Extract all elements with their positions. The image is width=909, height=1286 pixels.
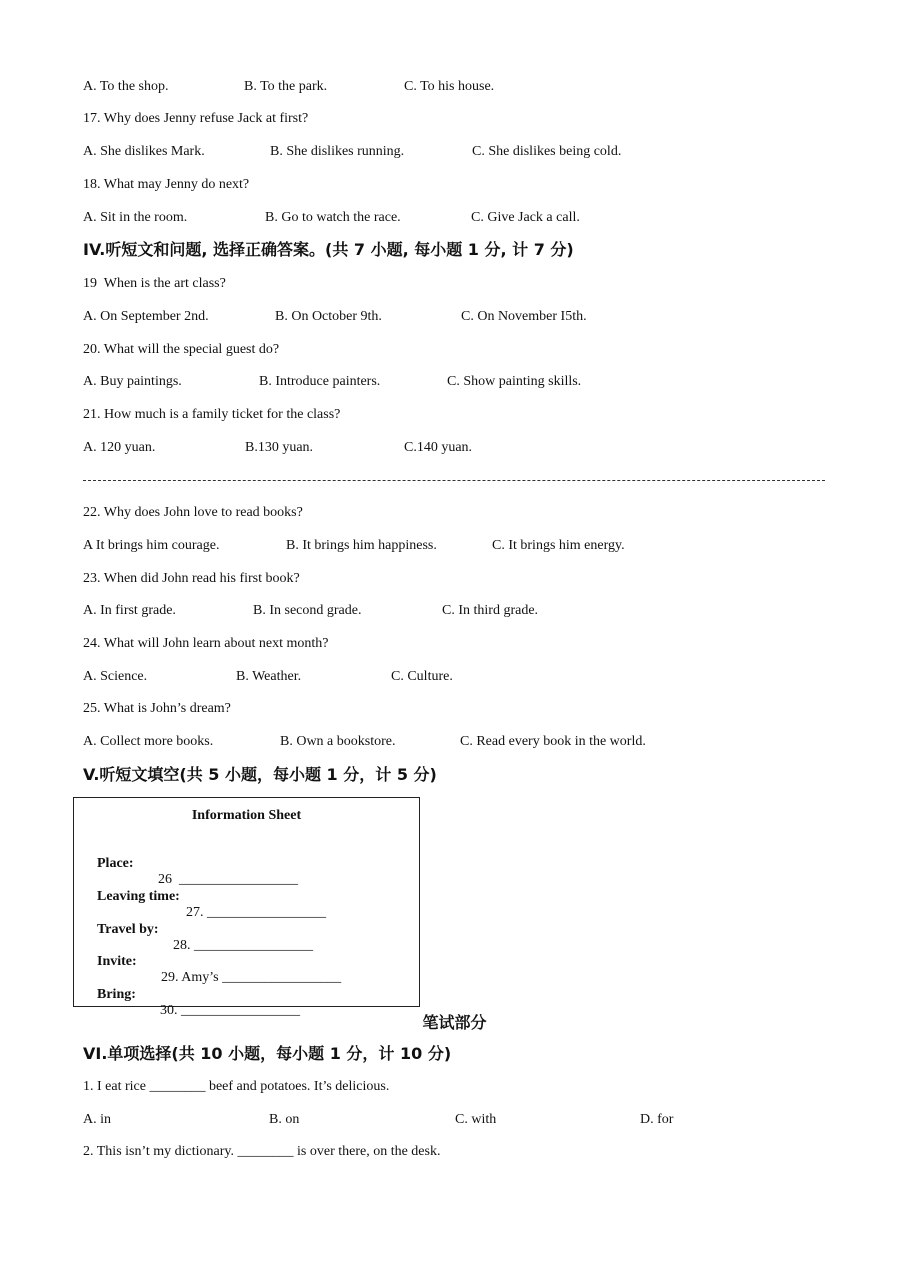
q17-option-b: B. She dislikes running.: [270, 144, 405, 159]
q23-question: 23. When did John read his first book?: [83, 571, 300, 586]
q19-option-c: C. On November I5th.: [461, 309, 587, 324]
q24-question: 24. What will John learn about next month?: [83, 636, 329, 651]
info-label-place: Place:: [97, 856, 134, 871]
q16-option-a: A. To the shop.: [83, 79, 169, 94]
q20-option-a: A. Buy paintings.: [83, 374, 182, 389]
written-part-title: 笔试部分: [422, 1013, 487, 1032]
q17-option-c: C. She dislikes being cold.: [472, 144, 622, 159]
info-label-bring: Bring:: [97, 987, 136, 1002]
q22-question: 22. Why does John love to read books?: [83, 505, 303, 520]
q24-option-b: B. Weather.: [236, 669, 302, 684]
w1-option-b: B. on: [269, 1112, 300, 1127]
section-5-heading: V.听短文填空(共 5 小题，每小题 1 分，计 5 分): [83, 765, 437, 784]
q16-option-c: C. To his house.: [404, 79, 495, 94]
q24-option-c: C. Culture.: [391, 669, 453, 684]
q20-option-b: B. Introduce painters.: [259, 374, 381, 389]
q21-option-c: C.140 yuan.: [404, 440, 473, 455]
q25-question: 25. What is John’s dream?: [83, 701, 231, 716]
q21-options: [83, 439, 473, 511]
info-label-invite: Invite:: [97, 954, 137, 969]
q25-option-b: B. Own a bookstore.: [280, 734, 396, 749]
q16-option-b: B. To the park.: [244, 79, 328, 94]
q25-option-a: A. Collect more books.: [83, 734, 214, 749]
q23-option-b: B. In second grade.: [253, 603, 362, 618]
info-answer-26: 26 _________________: [158, 872, 298, 887]
section-4-heading: IV.听短文和问题, 选择正确答案。(共 7 小题, 每小题 1 分, 计 7 分): [83, 240, 574, 259]
section-6-heading: VI.单项选择(共 10 小题，每小题 1 分，计 10 分): [83, 1044, 452, 1063]
q18-option-b: B. Go to watch the race.: [265, 210, 401, 225]
q25-option-c: C. Read every book in the world.: [460, 734, 646, 749]
w1-option-d: D. for: [640, 1112, 674, 1127]
info-answer-27: 27. _________________: [186, 905, 326, 920]
q19-option-b: B. On October 9th.: [275, 309, 382, 324]
w1-option-a: A. in: [83, 1112, 111, 1127]
q18-option-a: A. Sit in the room.: [83, 210, 188, 225]
w1-option-c: C. with: [455, 1112, 497, 1127]
q22-option-a: A It brings him courage.: [83, 538, 220, 553]
info-answer-28: 28. _________________: [173, 938, 313, 953]
q19-question: 19 When is the art class?: [83, 276, 226, 291]
w2-question: 2. This isn’t my dictionary. ________ is over there, on the desk.: [83, 1144, 441, 1159]
q24-option-a: A. Science.: [83, 669, 148, 684]
q22-option-c: C. It brings him energy.: [492, 538, 625, 553]
info-answer-30: 30. _________________: [160, 1003, 300, 1018]
q20-question: 20. What will the special guest do?: [83, 342, 280, 357]
q17-option-a: A. She dislikes Mark.: [83, 144, 205, 159]
q22-option-b: B. It brings him happiness.: [286, 538, 437, 553]
info-label-leaving-time: Leaving time:: [97, 889, 180, 904]
q21-option-a: A. 120 yuan.: [83, 440, 156, 455]
w1-question: 1. I eat rice ________ beef and potatoes. It’s delicious.: [83, 1079, 390, 1094]
q18-question: 18. What may Jenny do next?: [83, 177, 250, 192]
q21-question: 21. How much is a family ticket for the class?: [83, 407, 341, 422]
info-answer-29: 29. Amy’s _________________: [161, 970, 342, 985]
q17-question: 17. Why does Jenny refuse Jack at first?: [83, 111, 309, 126]
q23-option-a: A. In first grade.: [83, 603, 176, 618]
q19-option-a: A. On September 2nd.: [83, 309, 209, 324]
dashed-divider: [83, 480, 825, 481]
q21-option-b: B.130 yuan.: [245, 440, 314, 455]
q18-option-c: C. Give Jack a call.: [471, 210, 580, 225]
q23-option-c: C. In third grade.: [442, 603, 539, 618]
info-label-travel-by: Travel by:: [97, 922, 159, 937]
q20-option-c: C. Show painting skills.: [447, 374, 582, 389]
information-sheet: [73, 797, 420, 1018]
information-sheet-title: Information Sheet: [191, 808, 302, 823]
